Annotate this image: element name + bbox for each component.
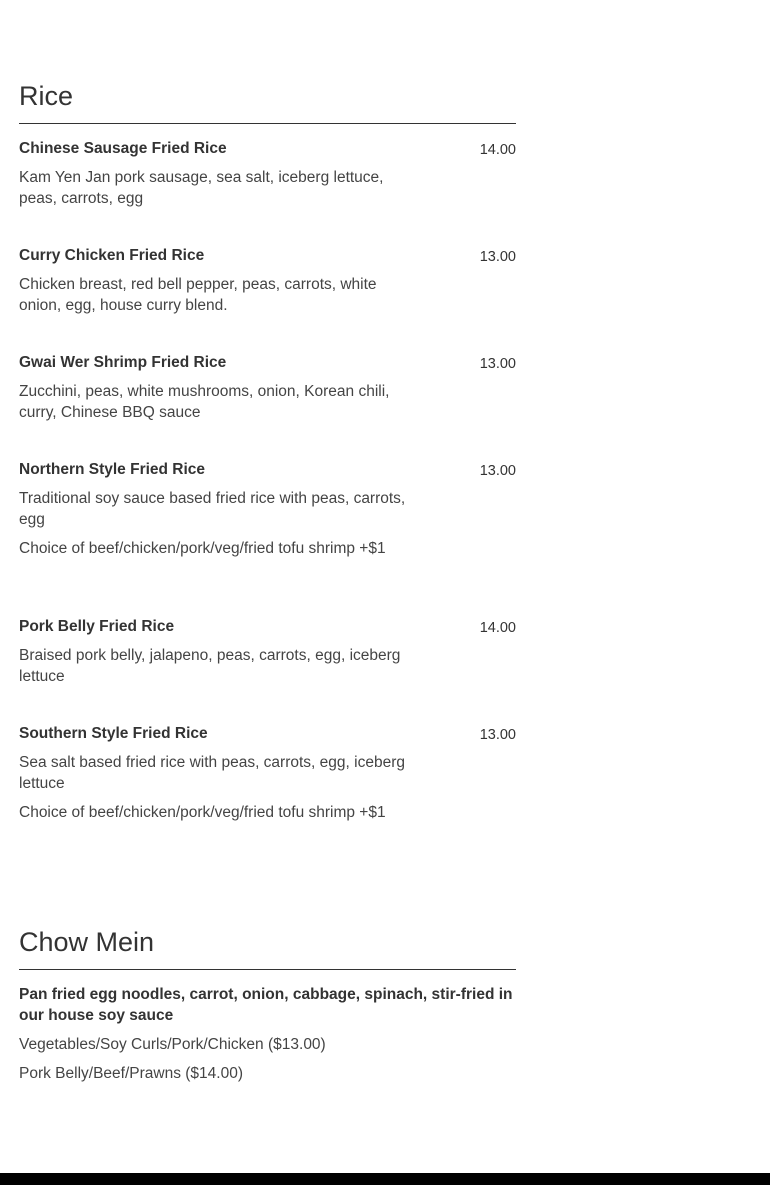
item-name: Southern Style Fried Rice bbox=[19, 725, 208, 742]
chow-mein-option: Pork Belly/Beef/Prawns ($14.00) bbox=[19, 1065, 243, 1082]
item-price: 13.00 bbox=[479, 727, 516, 743]
item-name: Gwai Wer Shrimp Fried Rice bbox=[19, 354, 227, 371]
section-divider bbox=[19, 969, 516, 970]
section-divider bbox=[19, 123, 516, 124]
item-name: Northern Style Fried Rice bbox=[19, 461, 206, 478]
item-price: 14.00 bbox=[479, 620, 516, 636]
section-title-chow-mein: Chow Mein bbox=[19, 927, 155, 957]
item-note: Choice of beef/chicken/pork/veg/fried tofu shrimp +$1 bbox=[19, 540, 386, 557]
item-description: Braised pork belly, jalapeno, peas, carrots, egg, iceberg lettuce bbox=[19, 647, 401, 685]
item-description: Chicken breast, red bell pepper, peas, carrots, white onion, egg, house curry blend. bbox=[19, 276, 377, 314]
item-note: Choice of beef/chicken/pork/veg/fried tofu shrimp +$1 bbox=[19, 804, 386, 821]
item-price: 14.00 bbox=[479, 142, 516, 158]
chow-mein-option: Vegetables/Soy Curls/Pork/Chicken ($13.00) bbox=[19, 1036, 326, 1053]
item-name: Pork Belly Fried Rice bbox=[19, 618, 175, 635]
item-description: Sea salt based fried rice with peas, carrots, egg, iceberg lettuce bbox=[19, 754, 405, 792]
item-description: Zucchini, peas, white mushrooms, onion, Korean chili, curry, Chinese BBQ sauce bbox=[19, 383, 390, 421]
chow-mein-description: Pan fried egg noodles, carrot, onion, cabbage, spinach, stir-fried in our house soy sauce bbox=[19, 986, 513, 1024]
item-price: 13.00 bbox=[479, 356, 516, 372]
item-price: 13.00 bbox=[479, 249, 516, 265]
item-price: 13.00 bbox=[479, 463, 516, 479]
item-name: Chinese Sausage Fried Rice bbox=[19, 140, 227, 157]
item-description: Traditional soy sauce based fried rice with peas, carrots, egg bbox=[19, 490, 406, 528]
section-title-rice: Rice bbox=[19, 81, 74, 111]
item-description: Kam Yen Jan pork sausage, sea salt, iceberg lettuce, peas, carrots, egg bbox=[19, 169, 384, 207]
item-name: Curry Chicken Fried Rice bbox=[19, 247, 205, 264]
footer-bar bbox=[0, 1173, 770, 1185]
